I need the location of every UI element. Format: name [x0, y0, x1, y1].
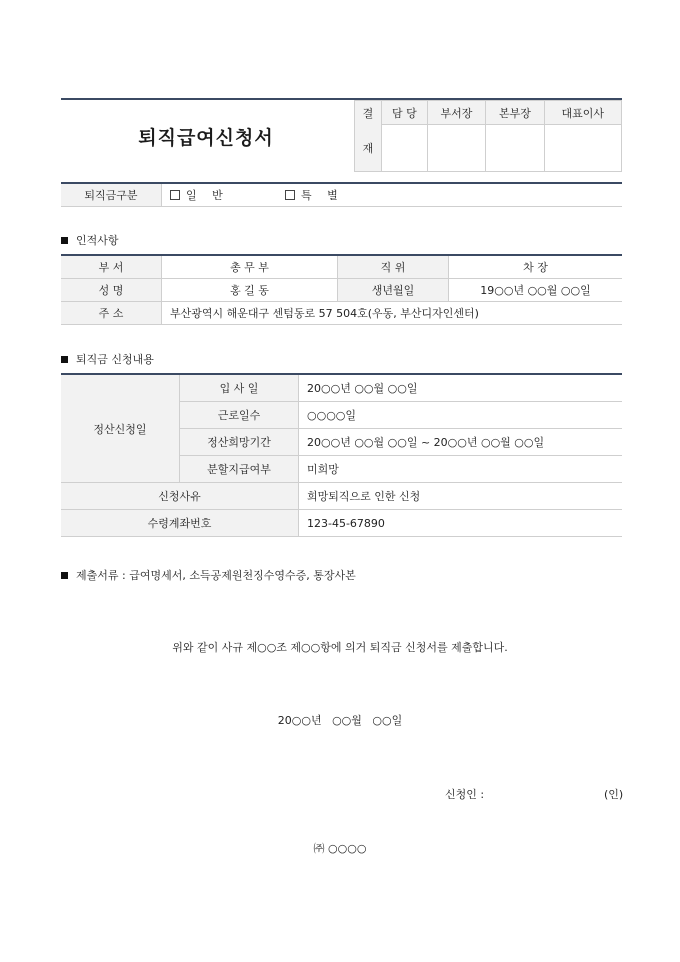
submission-docs	[61, 567, 356, 583]
settlement-period-label: 정산희망기간	[180, 429, 299, 456]
section-personal-title: 인적사항	[76, 234, 119, 247]
approval-sign-dept-head[interactable]	[427, 125, 485, 172]
submission-text: 제출서류 : 급여명세서, 소득공제원천징수영수증, 통장사본	[76, 569, 356, 582]
square-bullet-icon	[61, 237, 68, 244]
account-value: 123-45-67890	[299, 510, 623, 537]
account-label: 수령계좌번호	[61, 510, 299, 537]
position-label: 직 위	[338, 256, 449, 279]
approval-col-division-head: 본부장	[486, 101, 544, 125]
installment-label: 분할지급여부	[180, 456, 299, 483]
position-value: 차 장	[449, 256, 623, 279]
document-title: 퇴직급여신청서	[138, 126, 274, 149]
join-date-value: 20○○년 ○○월 ○○일	[299, 375, 623, 402]
table-row	[61, 510, 622, 537]
request-table	[61, 373, 622, 537]
reason-label: 신청사유	[61, 483, 299, 510]
address-value: 부산광역시 해운대구 센텀동로 57 504호(우동, 부산디자인센터)	[162, 302, 623, 325]
checkbox-icon[interactable]	[170, 190, 180, 200]
approval-box	[354, 100, 622, 172]
settlement-group-label: 정산신청일	[61, 375, 180, 483]
section-request-title: 퇴직금 신청내용	[76, 353, 154, 366]
square-bullet-icon	[61, 356, 68, 363]
approval-col-dept-head: 부서장	[427, 101, 485, 125]
table-row	[61, 483, 622, 510]
date: 20○○년 ○○월 ○○일	[277, 714, 403, 727]
table-row	[61, 279, 622, 302]
address-label: 주 소	[61, 302, 162, 325]
approval-sign-staff[interactable]	[382, 125, 428, 172]
category-option-special-label: 특 별	[301, 189, 344, 202]
approval-col-staff: 담 당	[382, 101, 428, 125]
join-date-label: 입 사 일	[180, 375, 299, 402]
section-request-heading	[61, 351, 154, 367]
settlement-period-value: 20○○년 ○○월 ○○일 ~ 20○○년 ○○월 ○○일	[299, 429, 623, 456]
table-row	[61, 375, 622, 402]
work-days-label: 근로일수	[180, 402, 299, 429]
header-block	[61, 98, 622, 172]
table-row	[61, 302, 622, 325]
category-option-general[interactable]	[170, 187, 285, 203]
checkbox-icon[interactable]	[285, 190, 295, 200]
approval-label-bottom: 재	[355, 125, 382, 172]
work-days-value: ○○○○일	[299, 402, 623, 429]
birth-label: 생년월일	[338, 279, 449, 302]
company-name: ㈜ ○○○○	[313, 842, 367, 855]
dept-value: 총 무 부	[162, 256, 338, 279]
section-personal-heading	[61, 232, 119, 248]
category-option-special[interactable]	[285, 187, 344, 203]
approval-sign-division-head[interactable]	[486, 125, 544, 172]
name-label: 성 명	[61, 279, 162, 302]
name-value: 홍 길 동	[162, 279, 338, 302]
installment-value: 미희망	[299, 456, 623, 483]
category-option-general-label: 일 반	[186, 189, 229, 202]
category-label: 퇴직금구분	[61, 184, 162, 206]
retirement-category-row	[61, 182, 622, 207]
reason-value: 희망퇴직으로 인한 신청	[299, 483, 623, 510]
statement: 위와 같이 사규 제○○조 제○○항에 의거 퇴직금 신청서를 제출합니다.	[172, 641, 508, 654]
seal-mark: (인)	[604, 788, 624, 801]
approval-col-ceo: 대표이사	[544, 101, 621, 125]
table-row	[61, 256, 622, 279]
dept-label: 부 서	[61, 256, 162, 279]
birth-value: 19○○년 ○○월 ○○일	[449, 279, 623, 302]
personal-info-table	[61, 254, 622, 325]
approval-label-top: 결	[355, 101, 382, 125]
square-bullet-icon	[61, 572, 68, 579]
approval-sign-ceo[interactable]	[544, 125, 621, 172]
applicant-label: 신청인 :	[445, 788, 485, 801]
